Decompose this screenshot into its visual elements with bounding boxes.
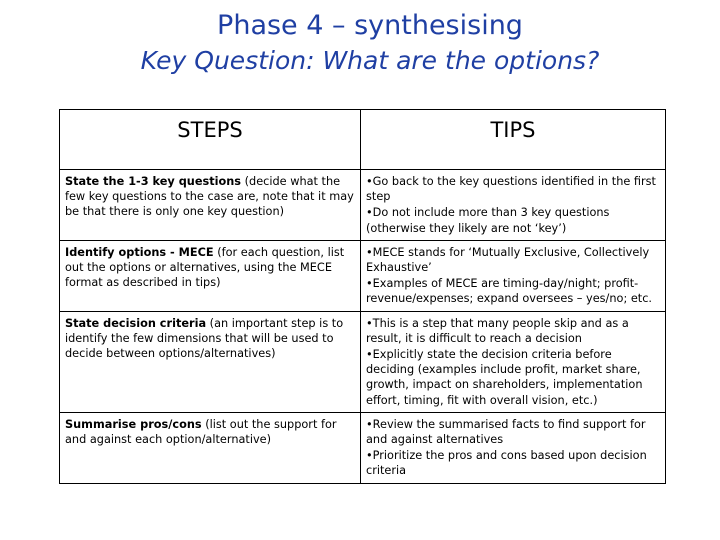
step-cell [60, 311, 361, 412]
tips-cell [361, 412, 666, 483]
step-cell [60, 170, 361, 241]
table-row [60, 412, 666, 483]
slide-subtitle: Key Question: What are the options? [140, 46, 600, 75]
step-description: (an important step is to identify the few dimensions that will be used to decide between options/alternatives) [65, 316, 344, 361]
steps-tips-table [59, 109, 666, 484]
tip-item: •Explicitly state the decision criteria before deciding (examples include profit, market share, growth, impact on shareholders, implementation effort, timing, fit with overall vision, etc.) [366, 348, 643, 407]
tips-cell [361, 170, 666, 241]
table-row [60, 170, 666, 241]
tips-cell [361, 240, 666, 311]
tips-header: TIPS [361, 110, 666, 170]
tip-item: •Review the summarised facts to find support for and against alternatives [366, 417, 646, 447]
step-name: Identify options - MECE [65, 245, 214, 259]
step-description: (list out the support for and against each option/alternative) [65, 417, 337, 447]
step-name: State the 1-3 key questions [65, 175, 242, 188]
tip-item: •Prioritize the pros and cons based upon decision criteria [366, 449, 647, 478]
steps-header: STEPS [60, 110, 361, 170]
step-name: State decision criteria [65, 316, 207, 330]
step-description: (decide what the few key questions to the case are, note that it may be that there is only one key question) [65, 175, 354, 219]
table-row [60, 311, 666, 412]
tip-item: •MECE stands for ‘Mutually Exclusive, Collectively Exhaustive’ [366, 245, 650, 275]
tip-item: •This is a step that many people skip and as a result, it is difficult to reach a decision [366, 316, 629, 345]
tip-item: •Examples of MECE are timing-day/night; profit-revenue/expenses; expand oversees – yes/no; etc. [366, 277, 653, 306]
slide-title: Phase 4 – synthesising [217, 10, 523, 41]
tip-item: •Go back to the key questions identified in the first step [366, 175, 656, 204]
table-row [60, 240, 666, 311]
step-description: (for each question, list out the options or alternatives, using the MECE format as described in tips) [65, 245, 345, 290]
tips-cell [361, 311, 666, 412]
tip-item: •Do not include more than 3 key questions (otherwise they likely are not ‘key’) [366, 206, 610, 235]
step-cell [60, 240, 361, 311]
step-cell [60, 412, 361, 483]
step-name: Summarise pros/cons [65, 417, 202, 431]
table-header-row [60, 110, 666, 170]
